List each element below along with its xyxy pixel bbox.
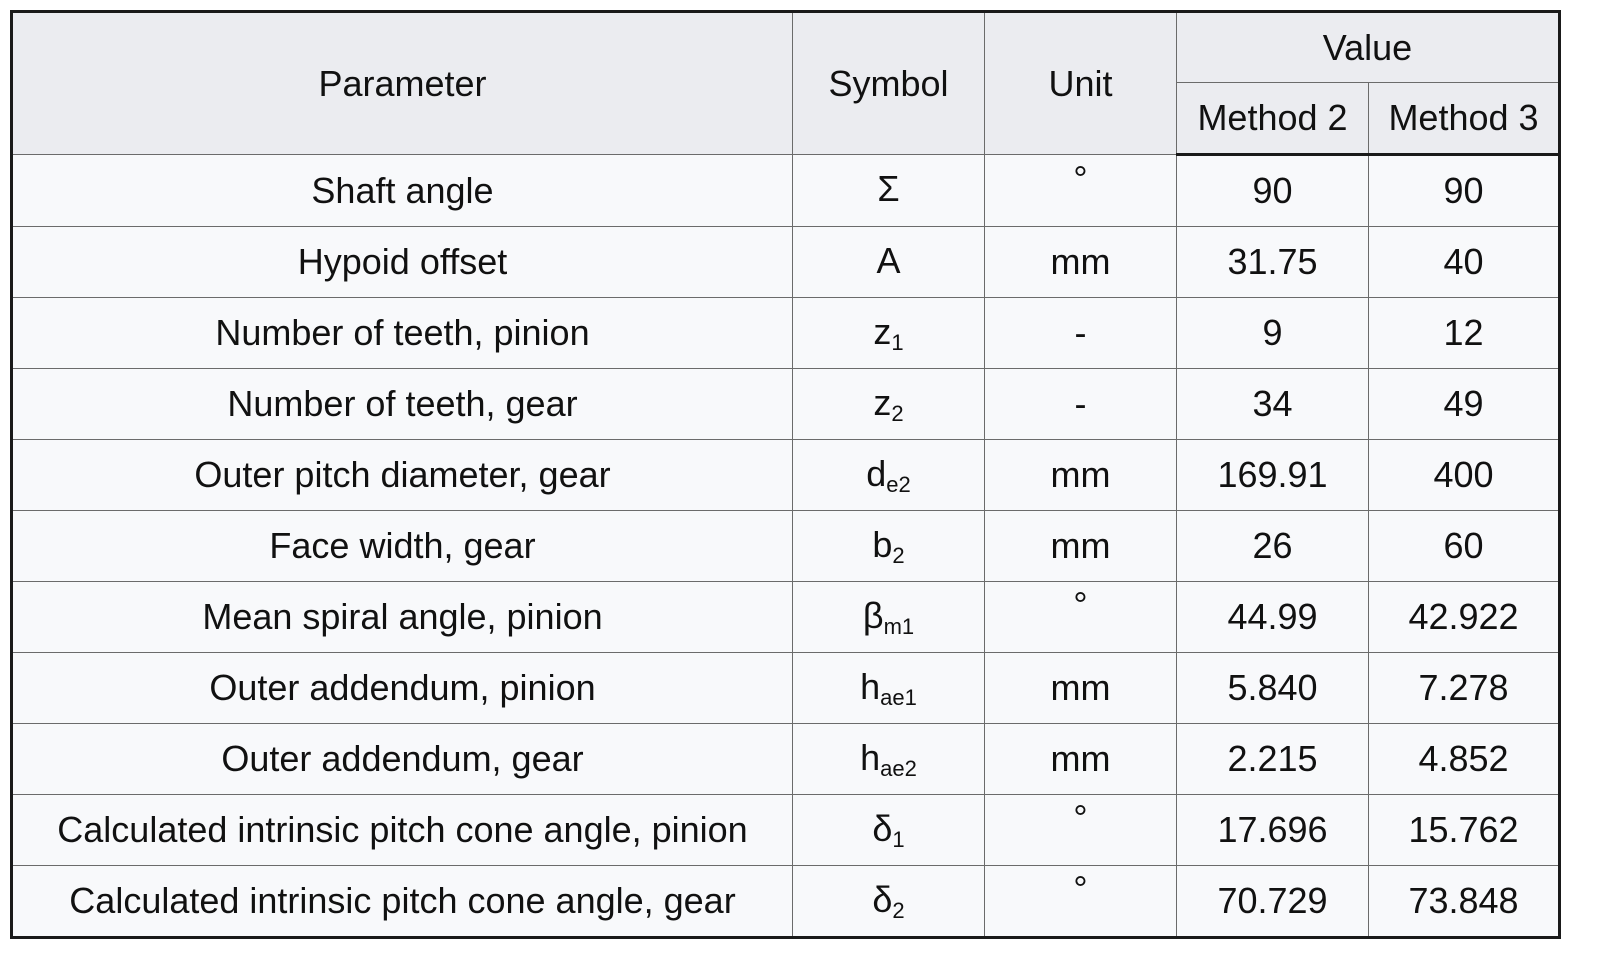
table-row [12, 155, 1560, 227]
cell-method-3: 4.852 [1369, 724, 1560, 795]
symbol-subscript: ae1 [880, 684, 917, 710]
unit-text: ° [1073, 868, 1088, 909]
symbol-subscript: ae2 [880, 755, 917, 781]
cell-method-2: 70.729 [1177, 866, 1369, 938]
cell-unit [985, 440, 1177, 511]
symbol-subscript: 2 [892, 897, 905, 923]
cell-method-3: 15.762 [1369, 795, 1560, 866]
cell-method-3: 49 [1369, 369, 1560, 440]
cell-method-2: 17.696 [1177, 795, 1369, 866]
symbol-base: b [872, 523, 893, 565]
cell-unit [985, 511, 1177, 582]
table-header [12, 12, 1560, 155]
cell-parameter: Outer addendum, gear [12, 724, 793, 795]
unit-text: mm [1050, 525, 1111, 566]
unit-text: ° [1073, 157, 1088, 199]
symbol-base: z [873, 381, 892, 423]
cell-parameter: Number of teeth, gear [12, 369, 793, 440]
symbol-base: β [862, 594, 884, 636]
cell-method-2: 26 [1177, 511, 1369, 582]
cell-unit [985, 653, 1177, 724]
cell-symbol [793, 298, 985, 369]
unit-text: - [1074, 383, 1087, 424]
parameters-table [10, 10, 1561, 939]
table-row [12, 582, 1560, 653]
header-method-2: Method 2 [1177, 83, 1369, 155]
cell-parameter: Hypoid offset [12, 227, 793, 298]
table-row [12, 440, 1560, 511]
cell-symbol [793, 511, 985, 582]
unit-text: ° [1073, 797, 1088, 838]
cell-method-2: 34 [1177, 369, 1369, 440]
unit-text: mm [1050, 738, 1111, 779]
cell-symbol [793, 227, 985, 298]
cell-method-3: 90 [1369, 155, 1560, 227]
cell-unit [985, 582, 1177, 653]
cell-symbol [793, 582, 985, 653]
cell-method-3: 73.848 [1369, 866, 1560, 938]
cell-method-3: 400 [1369, 440, 1560, 511]
symbol-base: h [860, 736, 881, 778]
cell-method-2: 31.75 [1177, 227, 1369, 298]
cell-unit [985, 155, 1177, 227]
cell-method-3: 12 [1369, 298, 1560, 369]
cell-method-2: 2.215 [1177, 724, 1369, 795]
unit-text: mm [1050, 454, 1111, 495]
cell-parameter: Calculated intrinsic pitch cone angle, pinion [12, 795, 793, 866]
symbol-base: δ [872, 878, 893, 920]
table-row [12, 653, 1560, 724]
cell-parameter: Number of teeth, pinion [12, 298, 793, 369]
cell-symbol [793, 155, 985, 227]
table-body [12, 155, 1560, 938]
symbol-base: h [860, 665, 881, 707]
symbol-base: A [876, 239, 901, 281]
cell-method-2: 90 [1177, 155, 1369, 227]
cell-unit [985, 298, 1177, 369]
cell-parameter: Face width, gear [12, 511, 793, 582]
cell-unit [985, 369, 1177, 440]
cell-method-2: 44.99 [1177, 582, 1369, 653]
cell-unit [985, 724, 1177, 795]
cell-method-2: 5.840 [1177, 653, 1369, 724]
symbol-subscript: 1 [891, 329, 904, 355]
unit-text: ° [1073, 584, 1088, 625]
table-row [12, 511, 1560, 582]
symbol-subscript: m1 [883, 613, 915, 639]
header-unit: Unit [985, 12, 1177, 155]
unit-text: mm [1050, 667, 1111, 708]
cell-method-3: 42.922 [1369, 582, 1560, 653]
header-parameter: Parameter [12, 12, 793, 155]
unit-text: mm [1050, 241, 1111, 282]
table-row [12, 795, 1560, 866]
cell-parameter: Calculated intrinsic pitch cone angle, gear [12, 866, 793, 938]
symbol-base: d [866, 452, 887, 494]
cell-symbol [793, 653, 985, 724]
header-value: Value [1177, 12, 1560, 83]
symbol-subscript: e2 [886, 471, 911, 497]
symbol-subscript: 2 [891, 400, 904, 426]
table-row [12, 298, 1560, 369]
table-row [12, 369, 1560, 440]
cell-unit [985, 866, 1177, 938]
symbol-subscript: 1 [892, 826, 905, 852]
cell-method-3: 40 [1369, 227, 1560, 298]
cell-parameter: Outer pitch diameter, gear [12, 440, 793, 511]
header-row-1 [12, 12, 1560, 83]
table-row [12, 866, 1560, 938]
symbol-base: δ [872, 807, 893, 849]
cell-symbol [793, 440, 985, 511]
cell-unit [985, 795, 1177, 866]
cell-method-3: 60 [1369, 511, 1560, 582]
table-row [12, 724, 1560, 795]
cell-symbol [793, 795, 985, 866]
header-method-3: Method 3 [1369, 83, 1560, 155]
cell-symbol [793, 724, 985, 795]
symbol-base: z [873, 310, 892, 352]
symbol-base: Σ [877, 168, 900, 209]
cell-method-2: 9 [1177, 298, 1369, 369]
cell-symbol [793, 369, 985, 440]
cell-parameter: Shaft angle [12, 155, 793, 227]
cell-symbol [793, 866, 985, 938]
cell-unit [985, 227, 1177, 298]
header-symbol: Symbol [793, 12, 985, 155]
cell-parameter: Outer addendum, pinion [12, 653, 793, 724]
symbol-subscript: 2 [892, 542, 905, 568]
unit-text: - [1074, 312, 1087, 353]
cell-method-3: 7.278 [1369, 653, 1560, 724]
cell-method-2: 169.91 [1177, 440, 1369, 511]
table-row [12, 227, 1560, 298]
cell-parameter: Mean spiral angle, pinion [12, 582, 793, 653]
